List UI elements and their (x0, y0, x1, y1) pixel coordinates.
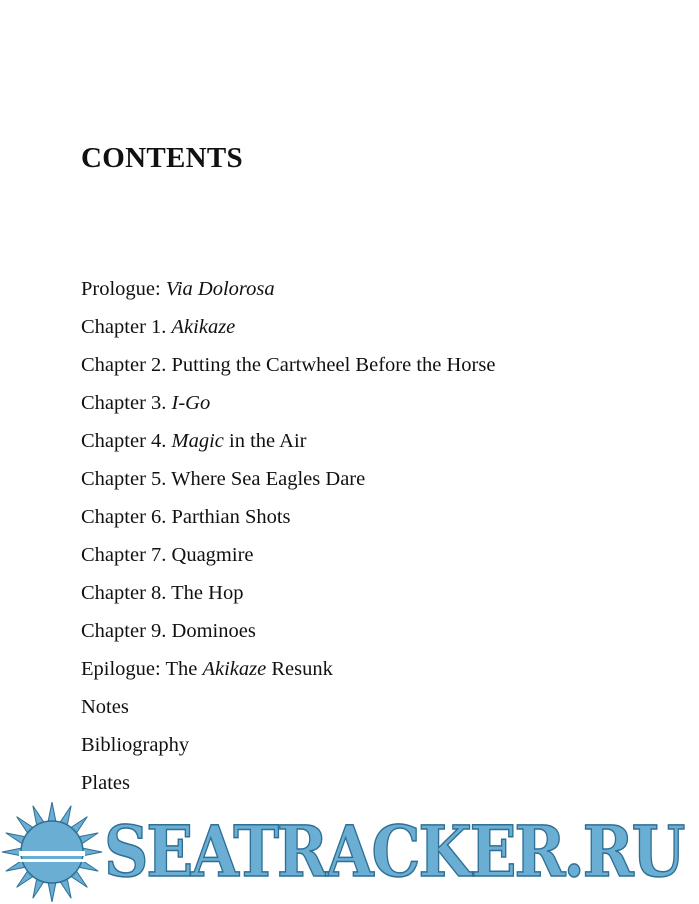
toc-text: Bibliography (81, 734, 190, 756)
toc-item-epilogue[interactable] (81, 657, 495, 681)
toc-text: Prologue: (81, 278, 166, 300)
toc-text: Chapter 5. Where Sea Eagles Dare (81, 468, 366, 490)
toc-text: Notes (81, 696, 129, 718)
table-of-contents (81, 277, 495, 809)
toc-item-chapter-6[interactable] (81, 505, 495, 529)
toc-item-chapter-1[interactable] (81, 315, 495, 339)
toc-item-chapter-9[interactable] (81, 619, 495, 643)
toc-text: Epilogue: The (81, 658, 203, 680)
toc-text: Chapter 2. Putting the Cartwheel Before the Horse (81, 354, 496, 376)
toc-link-chapter-3[interactable] (81, 392, 210, 414)
toc-text: Resunk (266, 658, 333, 680)
toc-text: Chapter 1. (81, 316, 172, 338)
toc-text: in the Air (223, 430, 307, 452)
toc-link-chapter-7[interactable] (81, 544, 254, 566)
toc-item-notes[interactable] (81, 695, 495, 719)
toc-text-italic: I-Go (171, 392, 211, 414)
toc-text: Chapter 3. (81, 392, 172, 414)
toc-link-chapter-9[interactable] (81, 620, 256, 642)
toc-item-plates[interactable] (81, 771, 495, 795)
toc-item-chapter-4[interactable] (81, 429, 495, 453)
toc-text: Chapter 9. Dominoes (81, 620, 256, 642)
page-title: CONTENTS (81, 142, 243, 174)
toc-link-chapter-4[interactable] (81, 430, 306, 452)
toc-item-chapter-2[interactable] (81, 353, 495, 377)
toc-link-bibliography[interactable] (81, 734, 189, 756)
toc-item-bibliography[interactable] (81, 733, 495, 757)
toc-item-chapter-5[interactable] (81, 467, 495, 491)
toc-text-italic: Via Dolorosa (165, 278, 275, 300)
toc-text: Chapter 4. (81, 430, 172, 452)
toc-text: Plates (81, 772, 130, 794)
toc-item-chapter-3[interactable] (81, 391, 495, 415)
toc-link-chapter-2[interactable] (81, 354, 495, 376)
toc-link-prologue[interactable] (81, 278, 275, 300)
toc-text-italic: Akikaze (202, 658, 267, 680)
toc-link-notes[interactable] (81, 696, 129, 718)
toc-text: Chapter 8. The Hop (81, 582, 244, 604)
toc-item-prologue[interactable] (81, 277, 495, 301)
toc-link-chapter-8[interactable] (81, 582, 243, 604)
watermark-text: SEATRACKER.RU (104, 810, 684, 893)
toc-link-chapter-5[interactable] (81, 468, 365, 490)
toc-link-plates[interactable] (81, 772, 130, 794)
toc-text-italic: Magic (171, 430, 224, 452)
sun-icon (0, 802, 104, 902)
toc-item-chapter-7[interactable] (81, 543, 495, 567)
toc-link-chapter-6[interactable] (81, 506, 291, 528)
toc-text: Chapter 6. Parthian Shots (81, 506, 291, 528)
toc-text-italic: Akikaze (171, 316, 236, 338)
toc-item-chapter-8[interactable] (81, 581, 495, 605)
toc-link-epilogue[interactable] (81, 658, 333, 680)
toc-text: Chapter 7. Quagmire (81, 544, 254, 566)
toc-link-chapter-1[interactable] (81, 316, 235, 338)
